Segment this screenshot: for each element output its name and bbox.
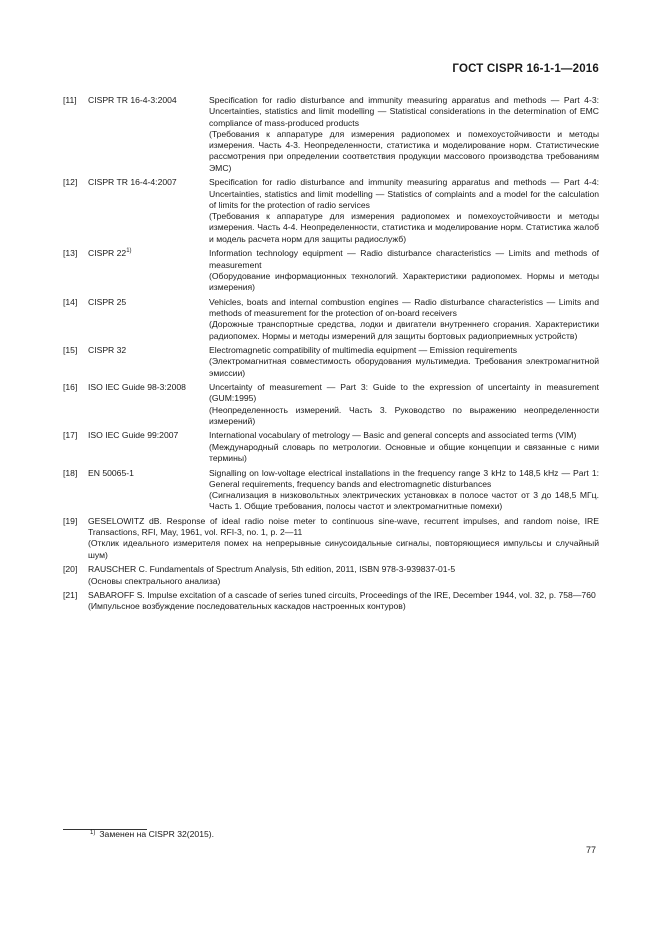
bibliography-entry [63, 564, 599, 587]
entry-title-ru: (Международный словарь по метрологии. Основные и общие концепции и связанные с ними термины) [209, 441, 599, 464]
bibliography-entry [63, 382, 599, 427]
entry-title-en: International vocabulary of metrology — Basic and general concepts and associated terms (VIM) [209, 430, 577, 441]
entry-title-en: Vehicles, boats and internal combustion engines — Radio disturbance characteristics — Limits and methods of measurement for the protection of on-board receivers [209, 296, 599, 318]
entry-title-en: RAUSCHER C. Fundamentals of Spectrum Analysis, 5th edition, 2011, ISBN 978-3-939837-01-5 [88, 564, 456, 575]
entry-title-ru: (Требования к аппаратуре для измерения радиопомех и помехоустойчивости и методы измерения. Часть 4-3. Неопределенности, статистика и моделирование норм. Статистические рассмотрения при определении соответствия продукции массового производства требованиям ЭМС) [209, 128, 599, 173]
entry-number: [19] [63, 515, 78, 526]
bibliography-entry [63, 297, 599, 342]
entry-body [209, 297, 599, 342]
entry-title-ru: (Отклик идеального измерителя помех на непрерывные синусоидальные сигналы, повторяющиеся импульсы и случайный шум) [88, 538, 599, 560]
entry-body [88, 564, 599, 587]
bibliography-entry [63, 430, 599, 464]
entry-number: [14] [63, 296, 78, 307]
entry-code: CISPR TR 16-4-4:2007 [88, 177, 177, 188]
entry-code: CISPR TR 16-4-3:2004 [88, 95, 177, 105]
page-header-title: ГОСТ CISPR 16-1-1—2016 [452, 63, 599, 75]
bibliography-entry [63, 345, 599, 379]
entry-number: [21] [63, 590, 78, 601]
entry-body [209, 177, 599, 245]
entry-title-en: Information technology equipment — Radio disturbance characteristics — Limits and methods of measurement [209, 248, 599, 270]
entry-number: [12] [63, 177, 78, 188]
entry-body [209, 430, 599, 464]
bibliography-entry [63, 248, 599, 293]
entry-number: [13] [63, 248, 78, 259]
entry-number: [15] [63, 344, 78, 355]
entry-title-ru: (Требования к аппаратуре для измерения радиопомех и помехоустойчивости и методы измерения. Часть 4-4. Неопределенности, статистика и моделирование норм. Статистика жалоб и модель расчета норм для защиты радиослужб) [209, 211, 599, 244]
entry-code: CISPR 32 [88, 344, 127, 355]
entry-title-ru: (Оборудование информационных технологий. Характеристики радиопомех. Нормы и методы измерения) [209, 270, 599, 293]
entry-title-en: GESELOWITZ dB. Response of ideal radio noise meter to continuous sine-wave, recurrent impulses, and random noise, IRE Transactions, RFI, May, 1961, vol. RFI-3, no. 1, p. 2—11 [88, 515, 599, 538]
footnote [90, 829, 214, 840]
bibliography-entry [63, 468, 599, 513]
entry-body [209, 248, 599, 293]
entry-title-en: SABAROFF S. Impulse excitation of a cascade of series tuned circuits, Proceedings of the IRE, December 1944, vol. 32, p. 758—760 [88, 590, 596, 601]
bibliography-entry [63, 516, 599, 561]
entry-title-en: Specification for radio disturbance and immunity measuring apparatus and methods — Part 4-4: Uncertainties, statistics and limit modelling — Statistics of complaints and a model for the calculation of limits for the protection of radio services [209, 177, 599, 210]
entry-title-ru: (Неопределенность измерений. Часть 3. Руководство по выражению неопределенности измерений) [209, 404, 599, 426]
page-number: 77 [586, 845, 597, 855]
entry-number: [16] [63, 382, 78, 393]
entry-number: [20] [63, 564, 78, 575]
entry-title-ru: (Электромагнитная совместимость оборудования мультимедиа. Требования электромагнитной эмиссии) [209, 356, 599, 378]
entry-title-ru: (Импульсное возбуждение последовательных каскадов настроенных контуров) [88, 601, 406, 612]
entry-code: ISO IEC Guide 98-3:2008 [88, 382, 186, 393]
entry-code: EN 50065-1 [88, 467, 134, 478]
entry-number: [17] [63, 430, 78, 441]
entry-code: ISO IEC Guide 99:2007 [88, 430, 179, 441]
bibliography-entry [63, 95, 599, 174]
entry-title-en: Specification for radio disturbance and immunity measuring apparatus and methods — Part 4-3: Uncertainties, statistics and limit modelling — Statistical considerations in the determination of EMC compliance of mass-produced products [209, 95, 599, 128]
entry-title-en: Uncertainty of measurement — Part 3: Guide to the expression of uncertainty in measurement (GUM:1995) [209, 382, 599, 404]
entry-number: [11] [63, 95, 77, 105]
entry-number: [18] [63, 467, 78, 478]
entry-code: CISPR 25 [88, 296, 127, 307]
entry-body [88, 590, 599, 613]
footnote-marker: 1) [126, 248, 132, 255]
footnote-text: Заменен на CISPR 32(2015). [99, 829, 215, 839]
bibliography-entry [63, 590, 599, 613]
entry-code [88, 248, 209, 293]
footnote-mark: 1) [90, 830, 96, 836]
entry-title-en: Signalling on low-voltage electrical installations in the frequency range 3 kHz to 148,5 kHz — Part 1: General requirements, frequency bands and electromagnetic disturbances [209, 467, 599, 489]
entry-body [209, 382, 599, 427]
entry-title-ru: (Основы спектрального анализа) [88, 575, 221, 586]
entry-title-ru: (Дорожные транспортные средства, лодки и двигатели внутреннего сгорания. Характеристики радиопомех. Нормы и методы измерений для защиты бортовых радиоприемных устройств) [209, 319, 599, 341]
entry-title-ru: (Сигнализация в низковольтных электрических установках в полосе частот от 3 до 148,5 МГц. Часть 1. Общие требования, полосы частот и электромагнитные помехи) [209, 490, 599, 512]
bibliography-list [63, 95, 599, 616]
entry-body [209, 468, 599, 513]
entry-title-en: Electromagnetic compatibility of multimedia equipment — Emission requirements [209, 344, 518, 355]
bibliography-entry [63, 177, 599, 245]
entry-code-text: CISPR 22 [88, 248, 127, 259]
entry-body [209, 345, 599, 379]
entry-body [209, 95, 599, 174]
entry-body [88, 516, 599, 561]
